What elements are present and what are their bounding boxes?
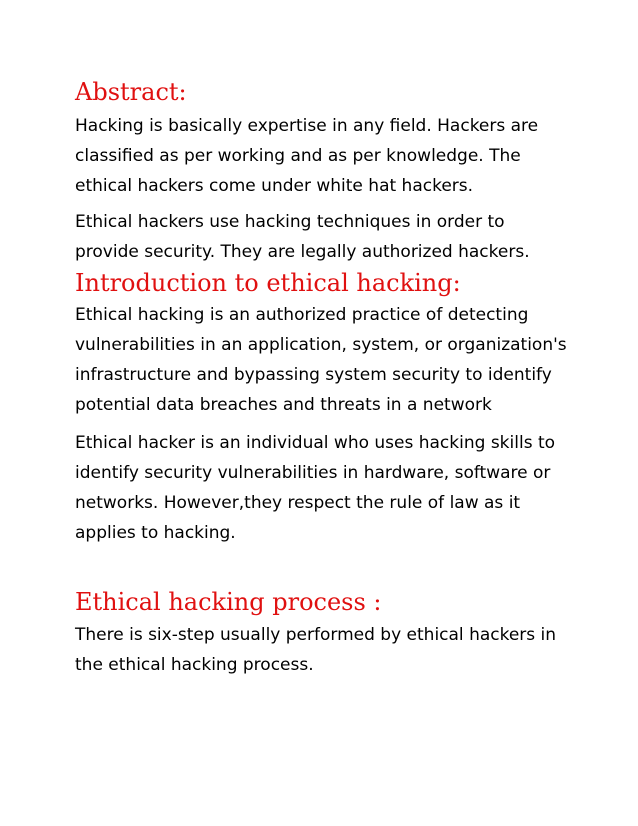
document-page bbox=[75, 70, 595, 680]
text-line: Hacking is basically expertise in any field. Hackers are bbox=[75, 115, 539, 136]
abstract-paragraph-1 bbox=[75, 111, 595, 201]
process-heading: Ethical hacking process : bbox=[75, 587, 382, 616]
text-line: ethical hackers come under white hat hackers. bbox=[75, 175, 474, 196]
process-paragraph-1 bbox=[75, 620, 595, 680]
introduction-heading: Introduction to ethical hacking: bbox=[75, 268, 461, 297]
text-line: classified as per working and as per knowledge. The bbox=[75, 145, 521, 166]
text-line: identify security vulnerabilities in hardware, software or bbox=[75, 462, 551, 483]
introduction-paragraph-1 bbox=[75, 300, 595, 420]
text-line: Ethical hacker is an individual who uses hacking skills to bbox=[75, 432, 556, 453]
text-line: networks. However,they respect the rule of law as it bbox=[75, 492, 521, 513]
text-line: potential data breaches and threats in a network bbox=[75, 394, 492, 415]
text-line: provide security. They are legally authorized hackers. bbox=[75, 241, 530, 262]
text-line: the ethical hacking process. bbox=[75, 655, 314, 676]
text-line: Ethical hackers use hacking techniques in order to bbox=[75, 211, 505, 232]
abstract-paragraph-2 bbox=[75, 207, 595, 267]
introduction-paragraph-2 bbox=[75, 428, 595, 548]
abstract-heading: Abstract: bbox=[75, 78, 187, 106]
text-line: applies to hacking. bbox=[75, 522, 236, 543]
text-line: There is six-step usually performed by ethical hackers in bbox=[75, 625, 557, 646]
text-line: vulnerabilities in an application, system, or organization's bbox=[75, 334, 567, 355]
text-line: Ethical hacking is an authorized practice of detecting bbox=[75, 304, 529, 325]
text-line: infrastructure and bypassing system security to identify bbox=[75, 364, 552, 385]
